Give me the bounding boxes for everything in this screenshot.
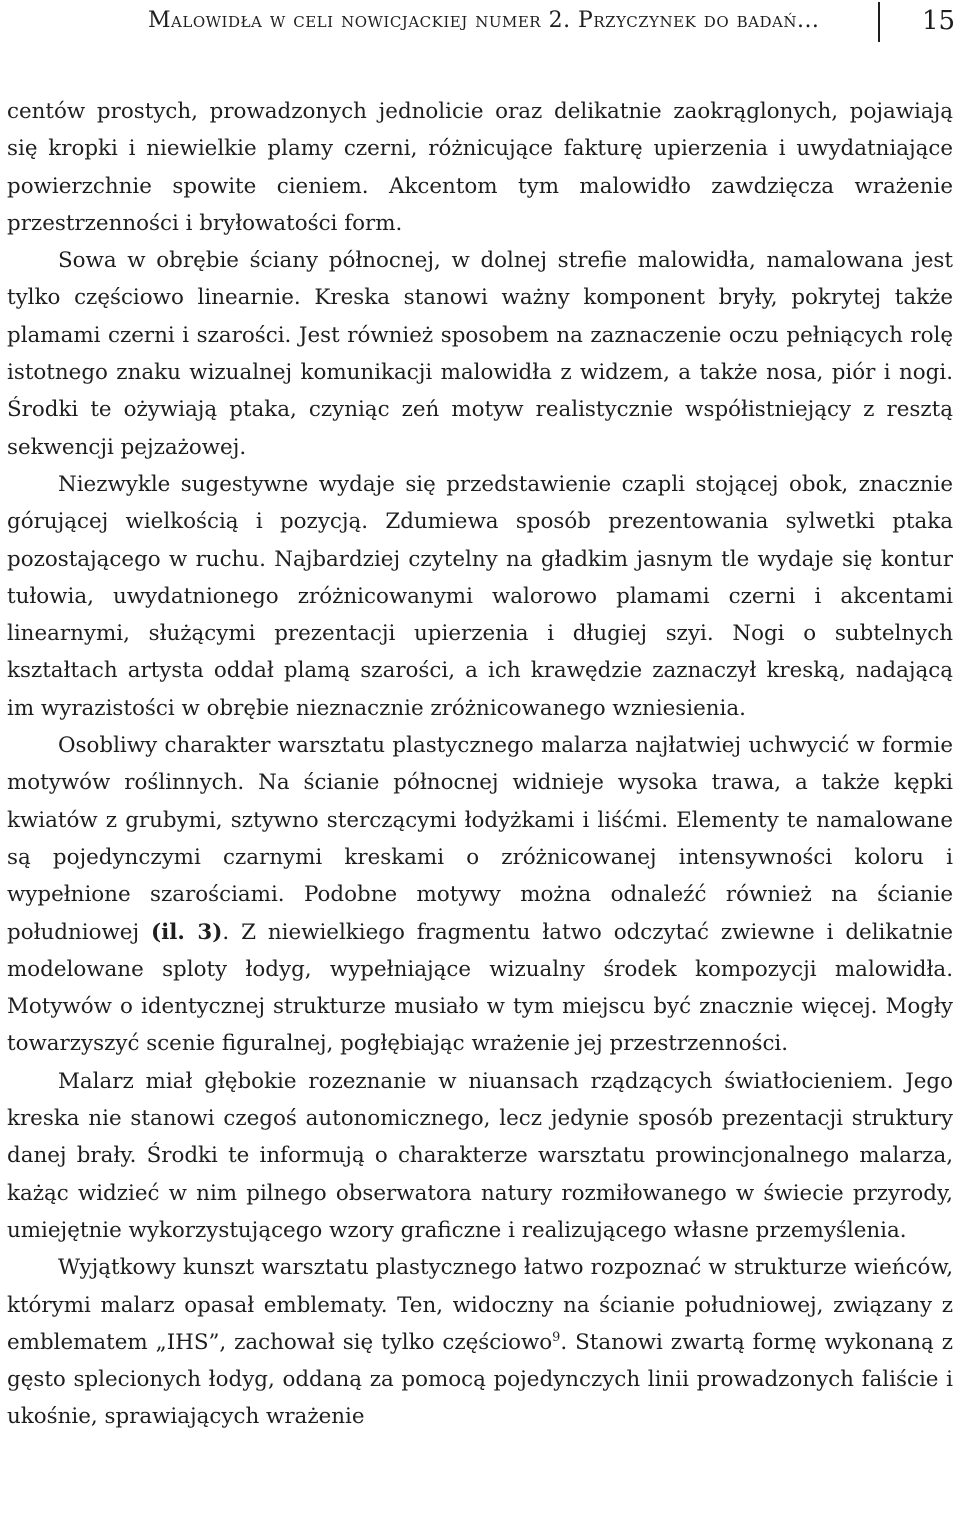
footnote-marker: 9: [552, 1329, 561, 1345]
page-number: 15: [922, 6, 956, 36]
paragraph-6: [7, 1249, 953, 1435]
paragraph-5: Malarz miał głębokie rozeznanie w niuansach rządzących światłocieniem. Jego kreska nie stanowi czegoś autonomicznego, lecz jedynie sposób prezentacji struktury danej brały. Środki te informują o charakterze warsztatu prowincjonalnego malarza, każąc widzieć w nim pilnego obserwatora natury rozmiłowanego w świecie przyrody, umiejętnie wykorzystującego wzory graficzne i realizującego własne przemyślenia.: [7, 1068, 953, 1243]
paragraph-6-text-a: Wyjątkowy kunszt warsztatu plastycznego łatwo rozpoznać w strukturze wieńców, którymi malarz opasał emblematy. Ten, widoczny na ścianie południowej, związany z emblematem „IHS”, zachował się tylko częściowo: [7, 1255, 953, 1355]
paragraph-4-text-a: Osobliwy charakter warsztatu plastycznego malarza najłatwiej uchwycić w formie motywów roślinnych. Na ścianie północnej widnieje wysoka trawa, a także kępki kwiatów z grubymi, sztywno sterczącymi łodyżkami i liśćmi. Elementy te namalowane są pojedynczymi czarnymi kreskami o zróżnicowanej intensywności koloru i wypełnione szarościami. Podobne motywy można odnaleźć również na ścianie południowej: [7, 733, 953, 945]
paragraph-6-text-b: . Stanowi zwartą formę wykonaną z gęsto splecionych łodyg, oddaną za pomocą pojedynczych linii prowadzonych faliście i ukośnie, sprawiających wrażenie: [7, 1329, 953, 1430]
body-text: [7, 93, 953, 1436]
paragraph-4-text-b: . Z niewielkiego fragmentu łatwo odczytać zwiewne i delikatnie modelowane sploty łodyg, wypełniające wizualny środek kompozycji malowidła. Motywów o identycznej strukturze musiało w tym miejscu być znacznie więcej. Mogły towarzyszyć scenie figuralnej, pogłębiając wrażenie jej przestrzenności.: [7, 919, 953, 1057]
running-title: Malowidła w celi nowicjackiej numer 2. Przyczynek do badań...: [148, 8, 820, 33]
paragraph-3: Niezwykle sugestywne wydaje się przedstawienie czapli stojącej obok, znacznie górującej wielkością i pozycją. Zdumiewa sposób prezentowania sylwetki ptaka pozostającego w ruchu. Najbardziej czytelny na gładkim jasnym tle wydaje się kontur tułowia, uwydatnionego zróżnicowanymi walorowo plamami czerni i akcentami linearnymi, służącymi prezentacji upierzenia i długiej szyi. Nogi o subtelnych kształtach artysta oddał plamą szarości, a ich krawędzie zaznaczył kreską, nadającą im wyrazistości w obrębie nieznacznie zróżnicowanego wzniesienia.: [7, 471, 953, 721]
paragraph-1: centów prostych, prowadzonych jednolicie oraz delikatnie zaokrąglonych, pojawiają się kropki i niewielkie plamy czerni, różnicujące fakturę upierzenia i uwydatniające powierzchnie spowite cieniem. Akcentom tym malowidło zawdzięcza wrażenie przestrzenności i bryłowatości form.: [7, 99, 953, 236]
paragraph-4: [7, 727, 953, 1063]
figure-reference: (il. 3): [151, 919, 223, 945]
running-header: [0, 0, 960, 60]
paragraph-2: Sowa w obrębie ściany północnej, w dolnej strefie malowidła, namalowana jest tylko częściowo linearnie. Kreska stanowi ważny komponent bryły, pokrytej także plamami czerni i szarości. Jest również sposobem na zaznaczenie oczu pełniących rolę istotnego znaku wizualnej komunikacji malowidła z widzem, a także nosa, piór i nogi. Środki te ożywiają ptaka, czyniąc zeń motyw realistycznie współistniejący z resztą sekwencji pejzażowej.: [7, 248, 953, 460]
header-divider: [878, 2, 880, 42]
